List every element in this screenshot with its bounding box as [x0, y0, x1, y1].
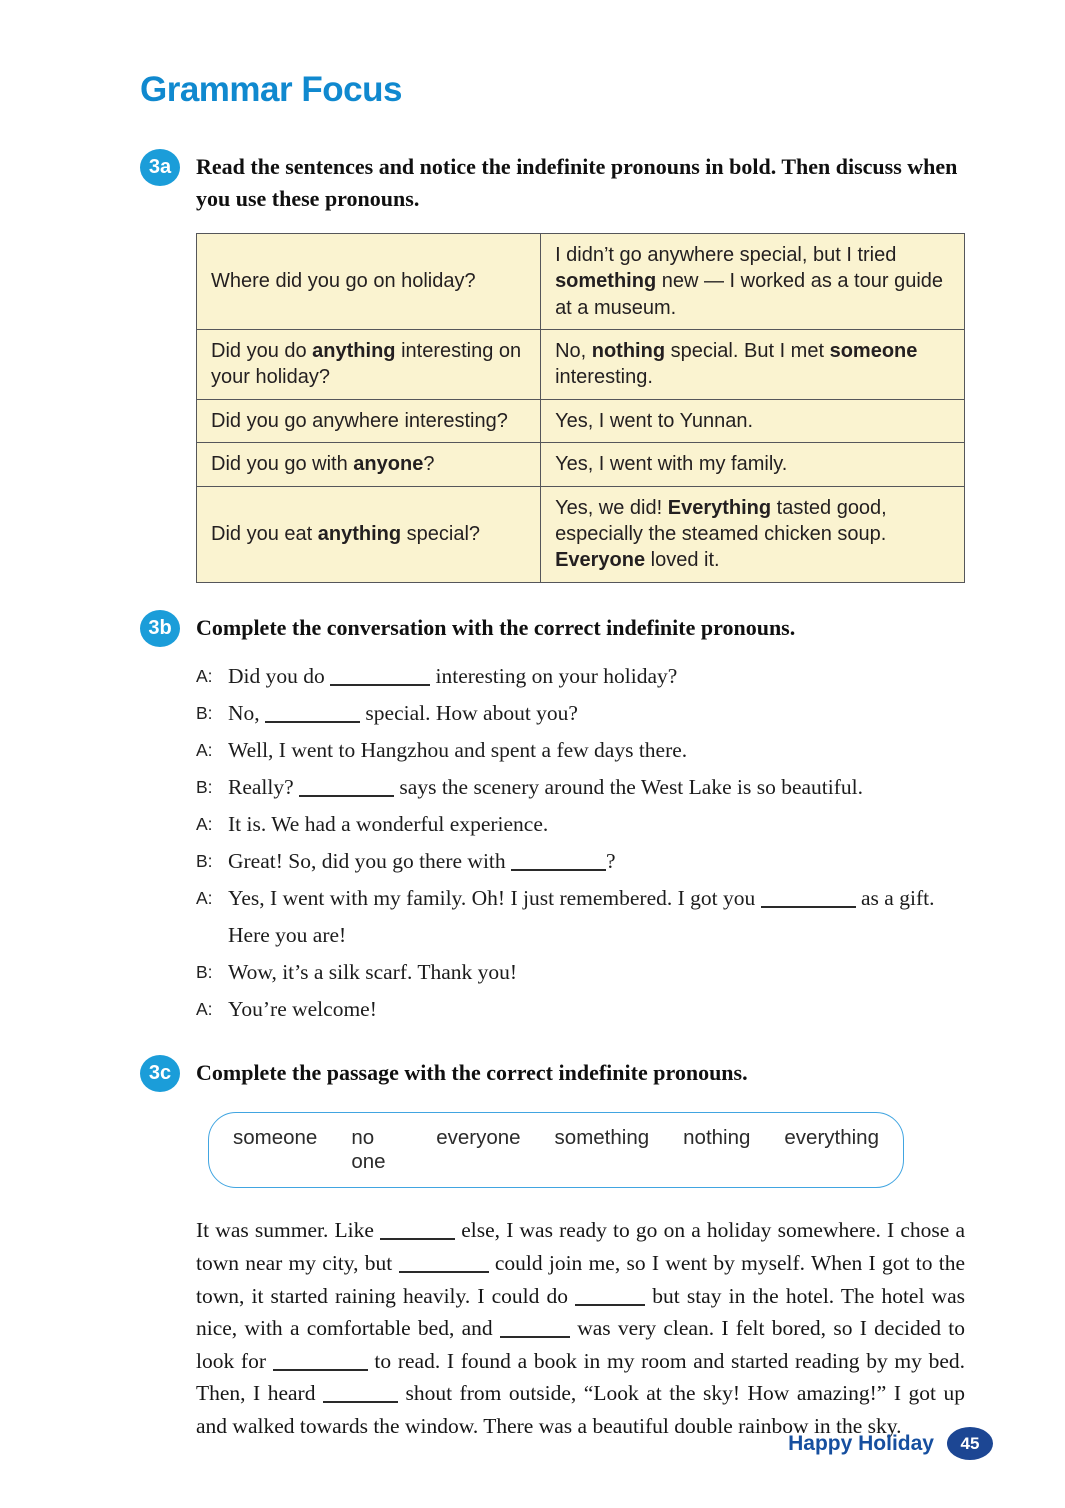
section-3c	[140, 1054, 965, 1443]
section-3c-badge-column	[140, 1054, 196, 1443]
speaker-label: B:	[196, 961, 213, 982]
dialogue-text: Really? says the scenery around the West Lake is so beautiful.	[228, 774, 863, 799]
section-3a-instruction: Read the sentences and notice the indefinite pronouns in bold. Then discuss when you use these pronouns.	[196, 154, 958, 211]
dialogue-line	[196, 806, 965, 843]
fill-in-blank	[500, 1333, 570, 1338]
answer-cell: No, nothing special. But I met someone interesting.	[541, 329, 965, 399]
section-3b-instruction: Complete the conversation with the correct indefinite pronouns.	[196, 614, 796, 640]
word-bank-item: everything	[784, 1126, 879, 1150]
dialogue-text: Did you do interesting on your holiday?	[228, 663, 678, 688]
dialogue-text: Yes, I went with my family. Oh! I just remembered. I got you as a gift. Here you are!	[228, 885, 935, 947]
section-3c-badge: 3c	[140, 1055, 180, 1092]
question-cell: Did you do anything interesting on your holiday?	[197, 329, 541, 399]
question-cell: Where did you go on holiday?	[197, 233, 541, 329]
dialogue	[196, 658, 965, 1028]
speaker-label: B:	[196, 702, 213, 723]
speaker-label: A:	[196, 887, 213, 908]
dialogue-line	[196, 695, 965, 732]
answer-cell: I didn’t go anywhere special, but I tried something new — I worked as a tour guide at a museum.	[541, 233, 965, 329]
dialogue-text: You’re welcome!	[228, 996, 377, 1021]
section-3a-badge: 3a	[140, 149, 180, 186]
dialogue-line	[196, 769, 965, 806]
question-cell: Did you go anywhere interesting?	[197, 399, 541, 442]
word-bank-item: no one	[351, 1126, 386, 1174]
fill-in-blank	[330, 681, 430, 686]
answer-cell: Yes, I went to Yunnan.	[541, 399, 965, 442]
dialogue-line	[196, 991, 965, 1028]
section-3b	[140, 609, 965, 1028]
table-row	[197, 329, 965, 399]
passage: It was summer. Like else, I was ready to go on a holiday somewhere. I chose a town near my city, but could join me, so I went by myself. When I got to the town, it started raining heavily. I could do but stay in the hotel. The hotel was nice, with a comfortable bed, and was very clean. I felt bored, so I decided to look for to read. I found a book in my room and started reading by my bed. Then, I heard shout from outside, “Look at the sky! How amazing!” I got up and walked towards the window. There was a beautiful double rainbow in the sky.	[196, 1218, 965, 1439]
question-cell: Did you eat anything special?	[197, 486, 541, 582]
dialogue-line	[196, 880, 965, 954]
fill-in-blank	[380, 1235, 455, 1240]
speaker-label: B:	[196, 850, 213, 871]
question-cell: Did you go with anyone?	[197, 443, 541, 486]
dialogue-text: No, special. How about you?	[228, 700, 578, 725]
answer-cell: Yes, I went with my family.	[541, 443, 965, 486]
unit-label: Happy Holiday	[788, 1431, 934, 1455]
pronoun-table	[196, 233, 965, 583]
answer-cell: Yes, we did! Everything tasted good, especially the steamed chicken soup. Everyone loved it.	[541, 486, 965, 582]
speaker-label: A:	[196, 739, 213, 760]
pronoun-table-body	[197, 233, 965, 582]
dialogue-text: It is. We had a wonderful experience.	[228, 811, 549, 836]
section-3a-badge-column	[140, 148, 196, 583]
fill-in-blank	[273, 1366, 368, 1371]
table-row	[197, 486, 965, 582]
footer	[788, 1427, 993, 1460]
section-3c-content	[196, 1054, 965, 1443]
word-bank-item: nothing	[683, 1126, 751, 1150]
fill-in-blank	[323, 1398, 398, 1403]
table-row	[197, 443, 965, 486]
page-number-badge: 45	[947, 1427, 993, 1460]
section-3a	[140, 148, 965, 583]
speaker-label: B:	[196, 776, 213, 797]
fill-in-blank	[761, 903, 856, 908]
section-3b-badge: 3b	[140, 610, 180, 647]
section-3c-instruction: Complete the passage with the correct indefinite pronouns.	[196, 1059, 748, 1085]
dialogue-text: Wow, it’s a silk scarf. Thank you!	[228, 959, 518, 984]
word-bank	[208, 1112, 904, 1188]
section-3b-content	[196, 609, 965, 1028]
page-title: Grammar Focus	[140, 70, 402, 109]
word-bank-item: something	[554, 1126, 650, 1150]
fill-in-blank	[299, 792, 394, 797]
section-3b-badge-column	[140, 609, 196, 1028]
dialogue-line	[196, 732, 965, 769]
table-row	[197, 233, 965, 329]
fill-in-blank	[511, 866, 606, 871]
fill-in-blank	[575, 1301, 645, 1306]
fill-in-blank	[265, 718, 360, 723]
fill-in-blank	[399, 1268, 489, 1273]
dialogue-text: Well, I went to Hangzhou and spent a few days there.	[228, 737, 688, 762]
speaker-label: A:	[196, 665, 213, 686]
word-bank-item: someone	[233, 1126, 318, 1150]
dialogue-line	[196, 843, 965, 880]
dialogue-line	[196, 954, 965, 991]
dialogue-text: Great! So, did you go there with ?	[228, 848, 616, 873]
table-row	[197, 399, 965, 442]
dialogue-line	[196, 658, 965, 695]
speaker-label: A:	[196, 813, 213, 834]
word-bank-item: everyone	[436, 1126, 521, 1150]
section-3a-content	[196, 148, 965, 583]
speaker-label: A:	[196, 998, 213, 1019]
